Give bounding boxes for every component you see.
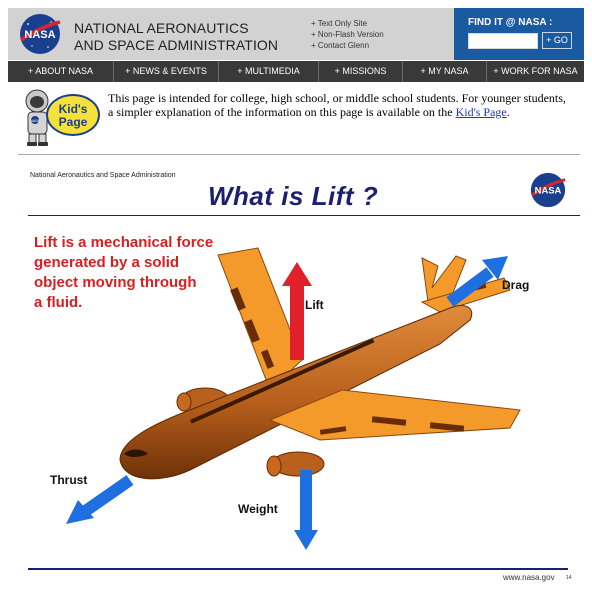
nav-missions[interactable]: + MISSIONS (319, 61, 403, 82)
lift-definition (34, 233, 213, 313)
kids-page-link[interactable]: Kid's Page (455, 105, 507, 119)
nav-multimedia[interactable]: + MULTIMEDIA (219, 61, 319, 82)
intro-end: . (506, 105, 510, 119)
slide-title: What is Lift ? (208, 181, 379, 211)
nav-about-nasa[interactable]: + ABOUT NASA (8, 61, 114, 82)
svg-text:Kid's: Kid's (58, 102, 88, 116)
slide-nasa-logo (529, 172, 567, 208)
slide-org-name: National Aeronautics and Space Administration (30, 172, 176, 179)
svg-text:NASA: NASA (24, 29, 56, 41)
search-input[interactable] (468, 33, 538, 49)
definition-line: a fluid. (34, 294, 83, 311)
definition-line: generated by a solid (34, 254, 180, 271)
nav-work-for-nasa[interactable]: + WORK FOR NASA (493, 66, 578, 76)
far-wing (218, 248, 302, 390)
drag-label: Drag (502, 278, 530, 292)
agency-name-line2: AND SPACE ADMINISTRATION (74, 37, 279, 53)
agency-name (74, 20, 278, 54)
definition-line: Lift is a mechanical force (34, 234, 214, 251)
nav-news-events[interactable]: + NEWS & EVENTS (114, 61, 219, 82)
svg-text:NASA: NASA (534, 184, 562, 196)
lift-label: Lift (305, 298, 324, 312)
header-links (311, 18, 384, 51)
find-it-label: FIND IT @ NASA : (468, 17, 553, 28)
footer-url: www.nasa.gov (503, 573, 555, 582)
kids-page-logo[interactable] (20, 86, 102, 148)
find-it-panel (454, 8, 584, 60)
slide-bottom-rule (28, 568, 568, 570)
go-button[interactable]: + GO (542, 32, 572, 49)
nav-my-nasa[interactable]: + MY NASA (403, 61, 487, 82)
intro-text (108, 91, 570, 119)
nasa-logo[interactable] (18, 13, 62, 55)
non-flash-link[interactable]: + Non-Flash Version (311, 30, 384, 39)
agency-name-line1: NATIONAL AERONAUTICS (74, 20, 249, 36)
svg-text:Page: Page (58, 115, 88, 129)
text-only-link[interactable]: + Text Only Site (311, 19, 368, 28)
site-header (8, 8, 584, 60)
weight-arrow (294, 470, 318, 550)
slide-title-rule (28, 215, 580, 216)
near-engine (267, 452, 324, 476)
intro-body: This page is intended for college, high school, or middle school students. For younger students, a simpler explanation of the information on this page is available on the (108, 91, 566, 119)
svg-text:NASA: NASA (30, 119, 40, 123)
contact-glenn-link[interactable]: + Contact Glenn (311, 41, 370, 50)
definition-line: object moving through (34, 274, 197, 291)
slide-page-number: 14 (566, 575, 572, 581)
main-nav (8, 61, 584, 82)
weight-label: Weight (238, 502, 278, 516)
thrust-label: Thrust (50, 473, 88, 487)
section-divider (18, 154, 580, 155)
